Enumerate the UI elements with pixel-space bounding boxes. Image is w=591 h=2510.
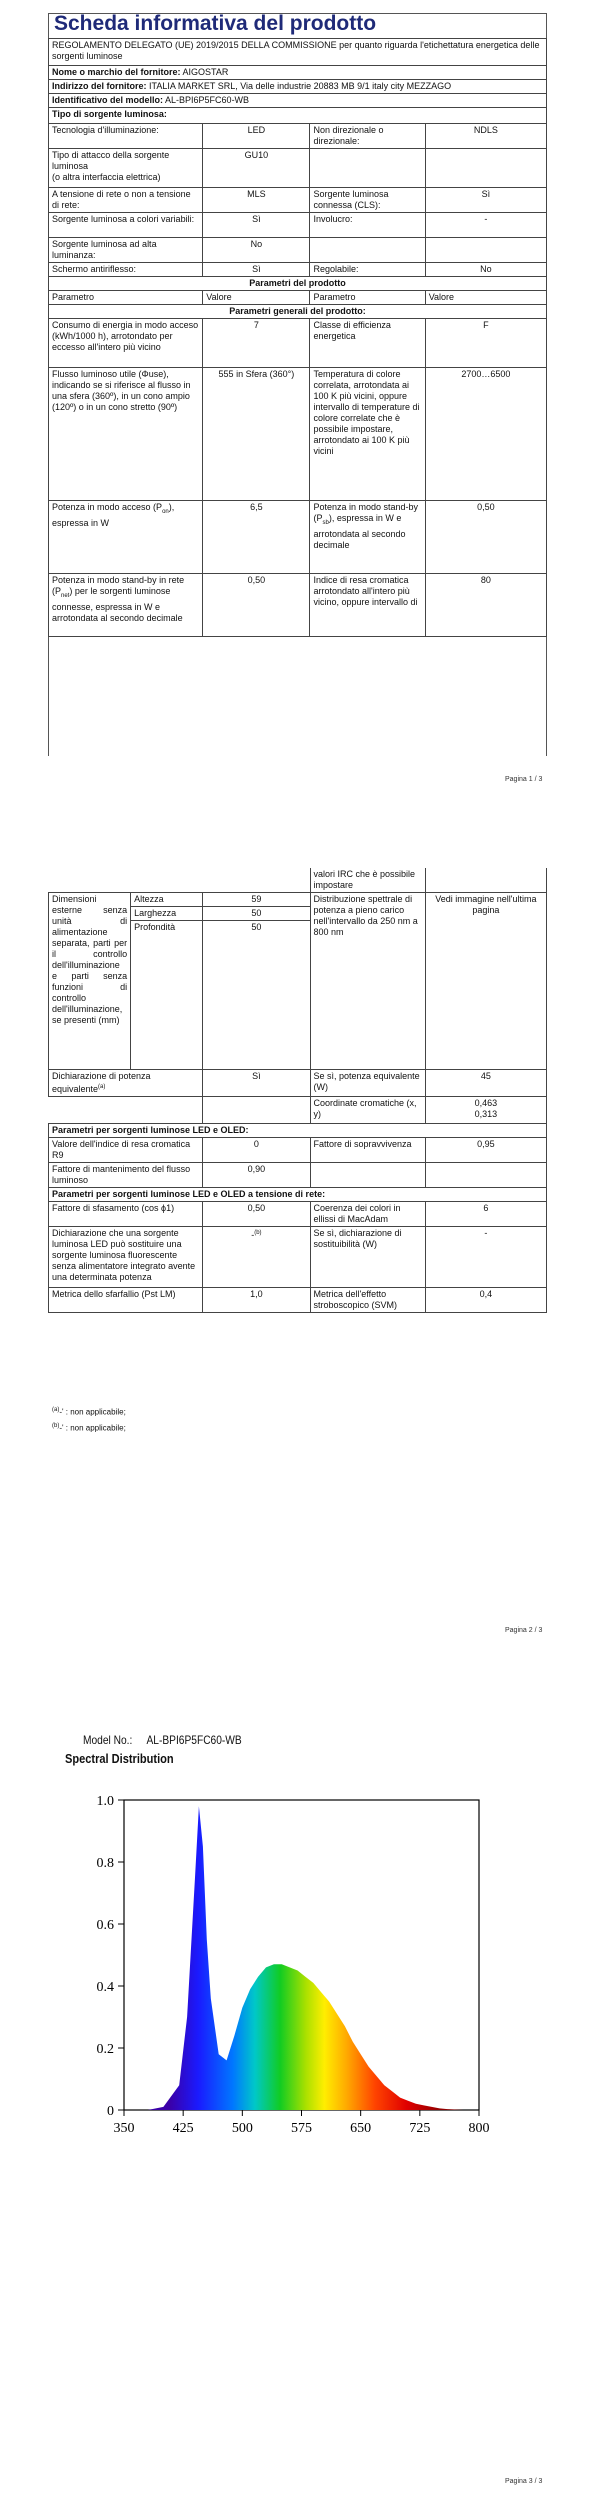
blank-cell (203, 1097, 310, 1124)
flicker-value: 1,0 (203, 1288, 310, 1313)
equiv-value: Sì (203, 1070, 310, 1097)
cct-label: Temperatura di colore correlata, arrotondata ai 100 K più vicini, oppure intervallo di temperature di colore correlate che è possibile impostare, arrotondato ai 100 K più vicini (310, 368, 425, 501)
col-value-1: Valore (203, 291, 310, 305)
glare-value: Sì (203, 263, 310, 277)
y-tick-label: 0.8 (96, 1856, 114, 1871)
note-b-text: -' : non applicabile; (59, 1423, 126, 1433)
note-a-mark: (a) (52, 1407, 60, 1413)
model-value: AL-BPI6P5FC60-WB (165, 95, 250, 105)
depth-value: 50 (203, 921, 310, 1070)
x-tick-label: 350 (113, 2121, 135, 2136)
net-standby-label-b: ) per le sorgenti luminose connesse, espressa in W e arrotondata al secondo decimale (52, 586, 183, 623)
x-tick-label: 425 (172, 2121, 194, 2136)
tech-value: LED (203, 124, 310, 149)
note-a (52, 1404, 126, 1419)
address-label: Indirizzo del fornitore: (52, 81, 147, 91)
net-standby-label (49, 574, 203, 637)
hl-label: Sorgente luminosa ad alta luminanza: (49, 238, 203, 263)
empty-cell (310, 238, 425, 263)
y-tick-label: 0.6 (96, 1918, 114, 1933)
equiv-w-value: 45 (425, 1070, 546, 1097)
page-number-3: Pagina 3 / 3 (505, 2478, 543, 2485)
flicker-label: Metrica dello sfarfallio (Pst LM) (49, 1288, 203, 1313)
hl-value: No (203, 238, 310, 263)
class-label: Classe di efficienza energetica (310, 319, 425, 368)
subst-value: - (425, 1227, 546, 1288)
survival-value: 0,95 (425, 1138, 546, 1163)
equiv-sup: (a) (98, 1084, 106, 1090)
nondir-value: NDLS (425, 124, 546, 149)
y-tick-label: 0.2 (96, 2042, 114, 2057)
flux-value: 555 in Sfera (360°) (203, 368, 310, 501)
net-standby-label-a: Potenza in modo stand-by in rete (P (52, 575, 185, 596)
x-axis (114, 2110, 490, 2136)
pf-label: Fattore di sfasamento (cos ϕ1) (49, 1202, 203, 1227)
width-value: 50 (203, 907, 310, 921)
cap-label-line1: Tipo di attacco della sorgente luminosa (52, 150, 170, 171)
nondir-label: Non direzionale o direzionale: (310, 124, 425, 149)
chroma-label: Coordinate cromatiche (x, y) (310, 1097, 425, 1124)
blank-cell (425, 868, 546, 893)
chroma-x: 0,463 (474, 1098, 498, 1108)
x-tick-label: 500 (231, 2121, 253, 2136)
macadam-value: 6 (425, 1202, 546, 1227)
width-label: Larghezza (131, 907, 203, 921)
model-row (49, 94, 547, 108)
strobo-value: 0,4 (425, 1288, 546, 1313)
envelope-label: Involucro: (310, 213, 425, 238)
blank-cell (425, 1163, 546, 1188)
col-param-2: Parametro (310, 291, 425, 305)
colour-value: Sì (203, 213, 310, 238)
spectral-label: Distribuzione spettrale di potenza a pieno carico nell'intervallo da 250 nm a 800 nm (310, 893, 425, 1070)
spectrum-area (148, 1806, 464, 2110)
cls-label: Sorgente luminosa connessa (CLS): (310, 188, 425, 213)
y-tick-label: 0.4 (96, 1980, 114, 1995)
cri-label: Indice di resa cromatica arrotondato all'intero più vicino, oppure intervallo di (310, 574, 425, 637)
blank-cell (49, 868, 311, 893)
mains-value: MLS (203, 188, 310, 213)
fluo-value-text: - (251, 1230, 255, 1240)
page-number-1: Pagina 1 / 3 (505, 776, 543, 783)
cri-value: 80 (425, 574, 546, 637)
net-standby-value: 0,50 (203, 574, 310, 637)
general-header: Parametri generali del prodotto: (49, 305, 547, 319)
on-power-label-b: ), espressa in W (52, 502, 175, 528)
note-b-mark: (b) (52, 1423, 60, 1429)
colour-label: Sorgente luminosa a colori variabili: (49, 213, 203, 238)
document-title: Scheda informativa del prodotto (54, 12, 377, 35)
height-value: 59 (203, 893, 310, 907)
page-1-cutoff (0, 757, 591, 837)
spectral-value: Vedi immagine nell'ultima pagina (425, 893, 546, 1070)
macadam-label: Coerenza dei colori in ellissi di MacAdam (310, 1202, 425, 1227)
on-power-label (49, 501, 203, 574)
chart-title: Spectral Distribution (65, 1751, 174, 1766)
chroma-y: 0,313 (474, 1109, 498, 1119)
energy-value: 7 (203, 319, 310, 368)
equiv-label (49, 1070, 203, 1097)
y-axis (97, 1794, 125, 2119)
pf-value: 0,50 (203, 1202, 310, 1227)
x-tick-label: 650 (350, 2121, 372, 2136)
height-label: Altezza (131, 893, 203, 907)
led-header: Parametri per sorgenti luminose LED e OLED: (49, 1124, 547, 1138)
page-1-table (48, 38, 547, 637)
col-param-1: Parametro (49, 291, 203, 305)
maintenance-label: Fattore di mantenimento del flusso luminoso (49, 1163, 203, 1188)
dim-value: No (425, 263, 546, 277)
maintenance-value: 0,90 (203, 1163, 310, 1188)
x-tick-label: 800 (468, 2121, 490, 2136)
chroma-value (425, 1097, 546, 1124)
mains-label: A tensione di rete o non a tensione di rete: (49, 188, 203, 213)
depth-label: Profondità (131, 921, 203, 1070)
cap-value: GU10 (203, 149, 310, 188)
supplier-value: AIGOSTAR (182, 67, 229, 77)
blank-cell (49, 1097, 203, 1124)
net-standby-sub: net (61, 592, 70, 599)
standby-sub: sb (322, 519, 329, 526)
dim-label: Regolabile: (310, 263, 425, 277)
on-power-label-a: Potenza in modo acceso (P (52, 502, 163, 512)
survival-label: Fattore di sopravvivenza (310, 1138, 425, 1163)
cls-value: Sì (425, 188, 546, 213)
tech-label: Tecnologia d'illuminazione: (49, 124, 203, 149)
address-value: ITALIA MARKET SRL, Via delle industrie 20883 MB 9/1 italy city MEZZAGO (149, 81, 452, 91)
empty-cell (425, 238, 546, 263)
fluo-value (203, 1227, 310, 1288)
note-b (52, 1420, 126, 1435)
fluo-sup: (b) (254, 1230, 262, 1236)
chart-model-value: AL-BPI6P5FC60-WB (146, 1733, 242, 1747)
equiv-label-text: Dichiarazione di potenza equivalente (52, 1071, 151, 1094)
supplier-label: Nome o marchio del fornitore: (52, 67, 181, 77)
y-tick-label: 0 (107, 2104, 114, 2119)
note-a-text: -' : non applicabile; (59, 1407, 126, 1417)
glare-label: Schermo antiriflesso: (49, 263, 203, 277)
r9-label: Valore dell'indice di resa cromatica R9 (49, 1138, 203, 1163)
x-tick-label: 575 (291, 2121, 312, 2136)
standby-label (310, 501, 425, 574)
chart-model-label: Model No.: (83, 1733, 133, 1747)
fluo-label: Dichiarazione che una sorgente luminosa LED può sostituire una sorgente luminosa fluorescente senza alimentatore integrato avente una determinata potenza (49, 1227, 203, 1288)
params-header: Parametri del prodotto (49, 277, 547, 291)
on-power-value: 6,5 (203, 501, 310, 574)
model-label: Identificativo del modello: (52, 95, 164, 105)
standby-label-b: ), espressa in W e arrotondata al secondo decimale (313, 513, 406, 550)
page-number-2: Pagina 2 / 3 (505, 1627, 543, 1634)
cri-continued: valori IRC che è possibile impostare (310, 868, 425, 893)
blank-cell (310, 1163, 425, 1188)
energy-label: Consumo di energia in modo acceso (kWh/1000 h), arrotondato per eccesso all'intero più vicino (49, 319, 203, 368)
dimensions-label: Dimensioni esterne senza unità di alimentazione separata, parti per il controllo dell'illuminazione e parti senza funzioni di controllo dell'illuminazione, se presenti (mm) (49, 893, 131, 1070)
on-power-sub: on (162, 508, 169, 515)
standby-label-a: Potenza in modo stand-by (P (313, 502, 419, 523)
class-value: F (425, 319, 546, 368)
empty-cell (310, 149, 425, 188)
source-type-heading: Tipo di sorgente luminosa: (49, 108, 547, 124)
regulation-text: REGOLAMENTO DELEGATO (UE) 2019/2015 DELLA COMMISSIONE per quanto riguarda l'etichettatura energetica delle sorgenti luminose (49, 39, 547, 66)
col-value-2: Valore (425, 291, 546, 305)
x-tick-label: 725 (409, 2121, 431, 2136)
address-row (49, 80, 547, 94)
supplier-row (49, 66, 547, 80)
page-2-table (48, 868, 547, 1313)
subst-label: Se sì, dichiarazione di sostituibilità (W) (310, 1227, 425, 1288)
spectral-chart (0, 1760, 591, 2200)
y-tick-label: 1.0 (96, 1794, 114, 1809)
chart-model-line (83, 1733, 242, 1747)
envelope-value: - (425, 213, 546, 238)
strobo-label: Metrica dell'effetto stroboscopico (SVM) (310, 1288, 425, 1313)
empty-cell (425, 149, 546, 188)
cap-label (49, 149, 203, 188)
standby-value: 0,50 (425, 501, 546, 574)
equiv-w-label: Se sì, potenza equivalente (W) (310, 1070, 425, 1097)
mains-header: Parametri per sorgenti luminose LED e OLED a tensione di rete: (49, 1188, 547, 1202)
cct-value: 2700…6500 (425, 368, 546, 501)
r9-value: 0 (203, 1138, 310, 1163)
flux-label: Flusso luminoso utile (Φuse), indicando se si riferisce al flusso in una sfera (360º), in un cono ampio (120º) o in un cono stretto (90º) (49, 368, 203, 501)
cap-label-line2: (o altra interfaccia elettrica) (52, 172, 161, 182)
